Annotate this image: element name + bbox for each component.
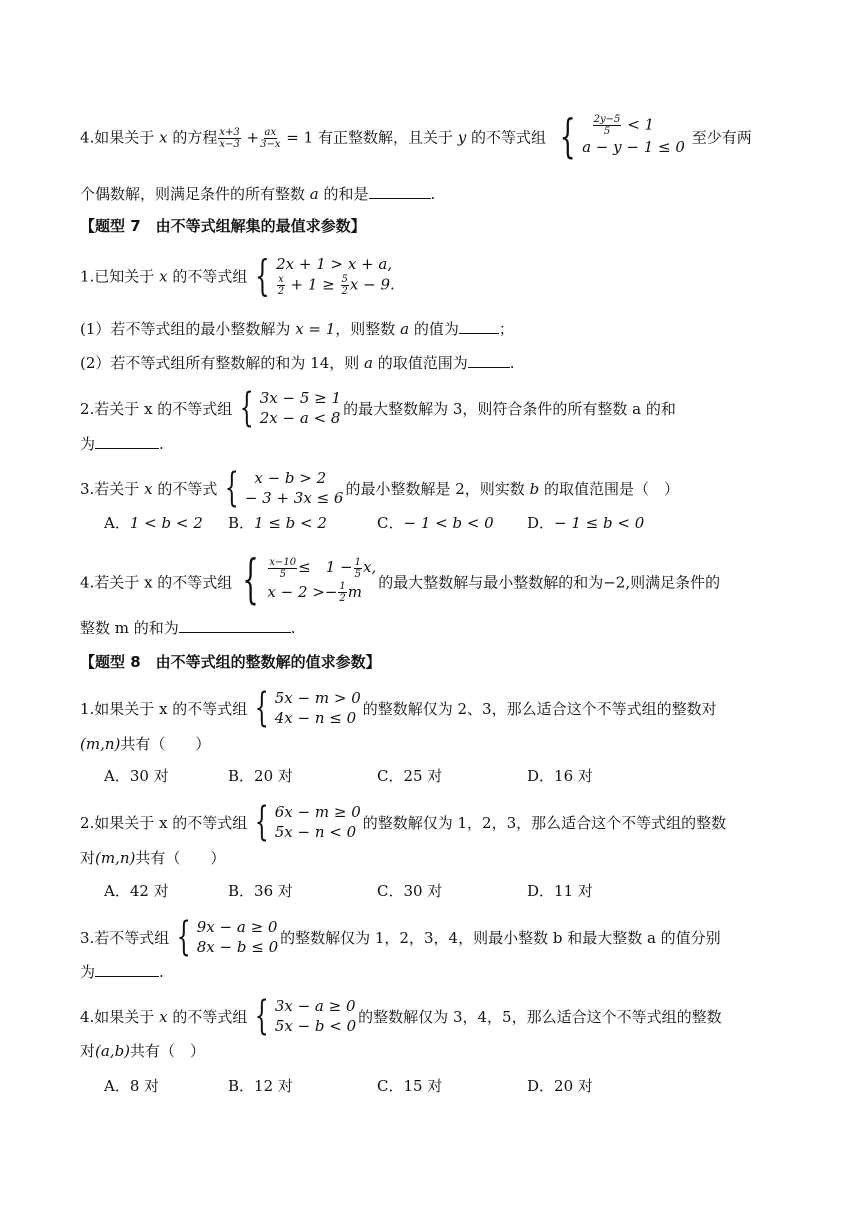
- t8-q1-line2: [80, 733, 210, 755]
- section-heading-8: 【题型 8 由不等式组的整数解的值求参数】: [80, 653, 381, 671]
- math-row: a − y − 1 ≤ 0: [582, 138, 685, 156]
- text: 的整数解仅为 2、3，那么适合这个不等式组的整数对: [362, 700, 717, 718]
- t7-q3: [80, 465, 679, 511]
- math-x: x: [159, 128, 168, 147]
- brace-icon: {: [559, 108, 576, 163]
- math-expr: x = 1: [295, 320, 336, 338]
- math-expr: + 1 ≥: [290, 275, 335, 294]
- numerator: x−10: [269, 556, 297, 568]
- math-row: 3x − a ≥ 0: [274, 997, 356, 1015]
- fraction: [218, 127, 240, 150]
- text: 1.已知关于: [80, 267, 155, 286]
- t8-q4-option-a[interactable]: A．8 对: [104, 1077, 160, 1095]
- math-row: 5x − n < 0: [274, 823, 357, 841]
- text: .: [159, 963, 164, 981]
- text: 的整数解仅为 1，2，3，那么适合这个不等式组的整数: [362, 814, 727, 832]
- text: 的最大整数解为 3，则符合条件的所有整数 a 的和: [343, 400, 676, 418]
- numerator: x: [278, 274, 284, 285]
- math-a: a: [400, 320, 410, 338]
- text: 对: [80, 849, 96, 867]
- math-row: − 3 + 3x ≤ 6: [244, 489, 344, 507]
- math-x: x: [144, 480, 153, 498]
- answer-blank[interactable]: [95, 434, 159, 449]
- t8-q4: [80, 993, 722, 1039]
- t8-q2-line2: [80, 847, 225, 869]
- text: .: [159, 435, 164, 453]
- text: .: [290, 619, 296, 637]
- text: 的不等式组: [172, 1008, 248, 1026]
- inequality-system: [234, 549, 377, 610]
- math-row: 5x − b < 0: [274, 1017, 357, 1035]
- math-expr: 1 ≤ b < 2: [254, 514, 327, 532]
- math-expr: − 1 ≤ b < 0: [554, 514, 645, 532]
- math-x: x: [159, 267, 168, 286]
- text: 的不等式组: [471, 128, 547, 147]
- text: 的取值范围为: [377, 354, 468, 372]
- t7-q4-line2: [80, 617, 296, 639]
- brace-icon: {: [255, 799, 270, 845]
- numerator: ax: [264, 127, 277, 138]
- t8-q2-option-b[interactable]: B．36 对: [228, 882, 293, 900]
- numerator: 5: [341, 274, 348, 285]
- text: 的取值范围是（ ）: [543, 480, 679, 498]
- brace-icon: {: [255, 993, 270, 1039]
- inequality-system: [249, 685, 361, 731]
- answer-blank[interactable]: [179, 618, 291, 633]
- text: 3.若不等式组: [80, 929, 170, 947]
- t8-q4-option-c[interactable]: C．15 对: [377, 1077, 443, 1095]
- text: 的方程: [172, 128, 218, 147]
- t7-q1: [80, 250, 397, 300]
- answer-blank[interactable]: [369, 184, 431, 199]
- t8-q1-option-a[interactable]: A．30 对: [104, 767, 169, 785]
- math-row: 9x − a ≥ 0: [196, 918, 278, 936]
- math-expr: m: [347, 582, 363, 601]
- math-row: 8x − b ≤ 0: [196, 938, 279, 956]
- t7-q2-line2: [80, 433, 164, 455]
- t7-q2: [80, 385, 676, 431]
- option-label: A．: [104, 514, 130, 532]
- math-y: y: [457, 128, 467, 147]
- denominator: 2: [339, 593, 346, 604]
- section-heading-7: 【题型 7 由不等式组解集的最值求参数】: [80, 217, 366, 235]
- text: 共有（ ）: [120, 735, 211, 753]
- text: 的值为: [413, 320, 459, 338]
- inequality-system: [234, 385, 342, 431]
- denominator: 5: [603, 126, 611, 137]
- math-row: 5x − m > 0: [274, 689, 361, 707]
- option-label: D．: [527, 514, 555, 532]
- text: .: [430, 185, 436, 203]
- inequality-system: [553, 108, 685, 163]
- brace-icon: {: [255, 250, 271, 300]
- brace-icon: {: [225, 465, 240, 511]
- t8-q2: [80, 799, 727, 845]
- text: 个偶数解，则满足条件的所有整数: [80, 185, 306, 203]
- inequality-system: [219, 465, 344, 511]
- t8-q2-option-d[interactable]: D．11 对: [527, 882, 593, 900]
- t8-q1-option-b[interactable]: B．20 对: [228, 767, 293, 785]
- text: 2.如果关于 x 的不等式组: [80, 814, 248, 832]
- answer-blank[interactable]: [95, 962, 159, 977]
- text: 的不等式: [157, 480, 218, 498]
- answer-blank[interactable]: [459, 319, 499, 334]
- option-label: B．: [228, 514, 255, 532]
- text: 的最大整数解与最小整数解的和为−2,则满足条件的: [378, 573, 721, 592]
- t8-q4-line2: [80, 1040, 205, 1062]
- numerator: 2y−5: [593, 114, 621, 125]
- math-expr: − 1 < b < 0: [403, 514, 494, 532]
- text: 为: [80, 435, 96, 453]
- math-row: 2x − a < 8: [259, 409, 341, 427]
- text: 的不等式组: [172, 267, 248, 286]
- text: 的整数解仅为 1，2，3，4，则最小整数 b 和最大整数 a 的值分别: [280, 929, 721, 947]
- math-expr: = 1: [286, 128, 314, 147]
- text: 4.如果关于: [80, 128, 155, 147]
- text: 有正整数解，且关于: [317, 128, 453, 147]
- text: 为: [80, 963, 96, 981]
- inequality-system: [171, 914, 279, 960]
- text: 对: [80, 1042, 96, 1060]
- math-expr: x − 9.: [349, 275, 395, 294]
- text: ；: [498, 320, 514, 338]
- math-a: a: [309, 185, 319, 203]
- t7-q1-part1: [80, 318, 514, 340]
- math-row: x − b > 2: [254, 469, 327, 487]
- denominator: 5: [279, 568, 286, 580]
- text: 的最小整数解是 2，则实数: [345, 480, 525, 498]
- math-expr: (m,n): [95, 849, 136, 867]
- text: (1）若不等式组的最小整数解为: [80, 320, 291, 338]
- denominator: 3−x: [260, 139, 281, 150]
- top-q4-line1: 4.如果关于 x 的方程 $\frac{x+3}{x-3}$ + $\frac{ax}{3-x}$ = 1 有正整数解，且关于 y 的不等式组 { $\frac{2y-5}{5}$ < 1 a − y − 1 ≤ 0 至少有两: [80, 108, 752, 163]
- math-expr: ≤ 1 −: [298, 558, 353, 576]
- inequality-system: [249, 799, 361, 845]
- t8-q3-line2: [80, 961, 164, 983]
- t7-q4: [80, 549, 721, 610]
- math-expr: (m,n): [80, 735, 121, 753]
- math-x: x: [159, 1008, 168, 1026]
- fraction: [593, 114, 622, 137]
- numerator: 1: [354, 556, 361, 568]
- text: (2）若不等式组所有整数解的和为 14，则: [80, 354, 360, 372]
- text: 的和是: [323, 185, 369, 203]
- text: 共有（ ）: [135, 849, 226, 867]
- text: .: [509, 354, 515, 372]
- t8-q1: [80, 685, 717, 731]
- t8-q4-option-b[interactable]: B．12 对: [228, 1077, 293, 1095]
- math-row: 6x − m ≥ 0: [274, 803, 361, 821]
- t8-q4-option-d[interactable]: D．20 对: [527, 1077, 593, 1095]
- t7-q3-option-a[interactable]: [104, 512, 203, 534]
- text: 至少有两: [691, 128, 752, 147]
- denominator: 2: [341, 286, 348, 297]
- t8-q1-option-c[interactable]: C．25 对: [377, 767, 443, 785]
- math-expr: 1 < b < 2: [129, 514, 203, 532]
- math-expr: x,: [362, 558, 377, 576]
- denominator: 5: [354, 568, 361, 580]
- text: ，则整数: [335, 320, 396, 338]
- t8-q3: [80, 914, 721, 960]
- numerator: x+3: [219, 127, 240, 138]
- math-a: a: [364, 354, 373, 372]
- text: 共有（ ）: [130, 1042, 206, 1060]
- text: 4.如果关于: [80, 1008, 155, 1026]
- math-row: 4x − n ≤ 0: [274, 709, 357, 727]
- brace-icon: {: [240, 385, 255, 431]
- math-row: 3x − 5 ≥ 1: [259, 389, 342, 407]
- inequality-system: [249, 250, 395, 300]
- text: 的整数解仅为 3，4，5，那么适合这个不等式组的整数: [358, 1008, 722, 1026]
- denominator: x−3: [219, 139, 240, 150]
- text: 3.若关于: [80, 480, 140, 498]
- text: 2.若关于 x 的不等式组: [80, 400, 233, 418]
- t7-q1-part2: [80, 352, 515, 374]
- text: 整数 m 的和为: [80, 619, 179, 637]
- numerator: 1: [339, 581, 346, 592]
- inequality-system: [249, 993, 357, 1039]
- fraction: [260, 127, 280, 150]
- brace-icon: {: [255, 685, 270, 731]
- denominator: 2: [277, 286, 285, 297]
- brace-icon: {: [242, 549, 260, 610]
- brace-icon: {: [177, 914, 192, 960]
- text: 4.若关于 x 的不等式组: [80, 573, 233, 592]
- math-row: 2x + 1 > x + a,: [276, 255, 393, 273]
- option-label: C．: [377, 514, 404, 532]
- t8-q1-option-d[interactable]: D．16 对: [527, 767, 593, 785]
- t8-q2-option-c[interactable]: C．30 对: [377, 882, 443, 900]
- top-q4-line2: [80, 183, 435, 205]
- answer-blank[interactable]: [468, 353, 510, 368]
- math-expr: x − 2 >−: [267, 582, 338, 601]
- text: 1.如果关于 x 的不等式组: [80, 700, 248, 718]
- t8-q2-option-a[interactable]: A．42 对: [104, 882, 169, 900]
- t7-q3-option-c[interactable]: [377, 512, 494, 534]
- t7-q3-option-b[interactable]: [228, 512, 327, 534]
- t7-q3-option-d[interactable]: [527, 512, 644, 534]
- math-b: b: [529, 480, 540, 498]
- math-expr: < 1: [627, 115, 655, 134]
- math-expr: (a,b): [95, 1042, 131, 1060]
